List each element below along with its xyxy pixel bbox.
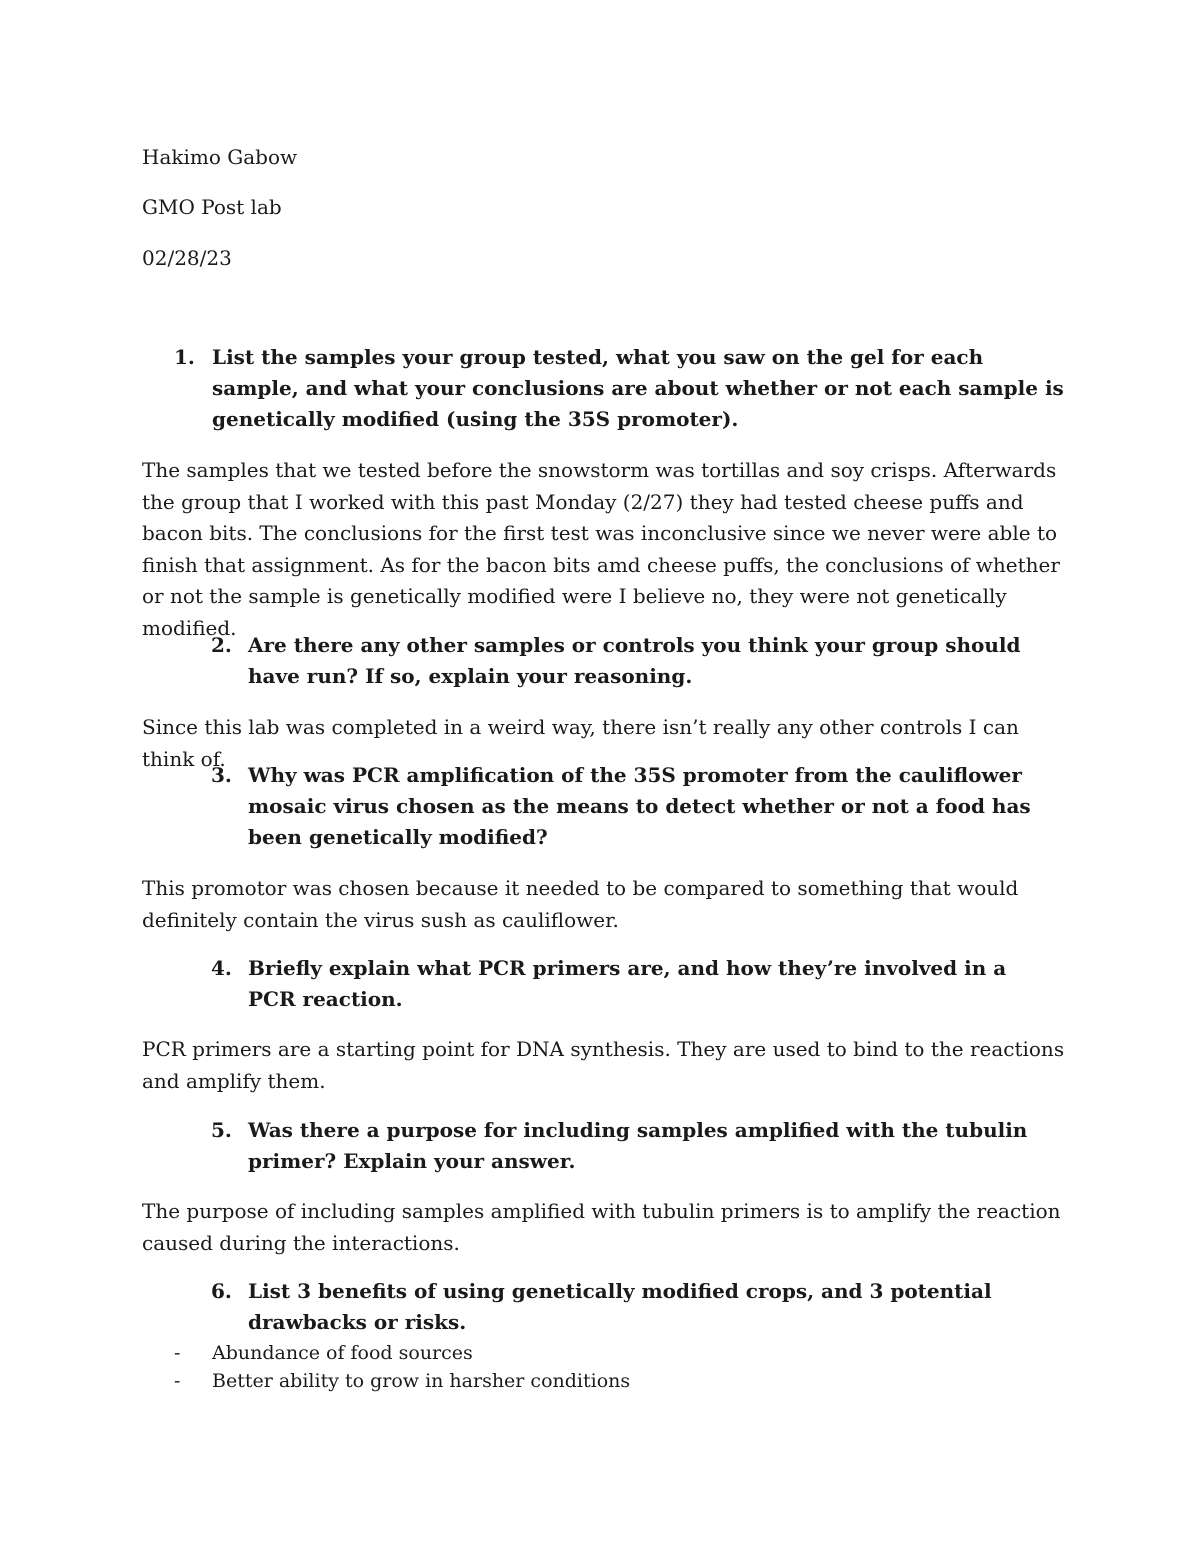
- question-4: [211, 953, 1041, 1015]
- question-3: [211, 760, 1061, 853]
- answer-5: The purpose of including samples amplified with tubulin primers is to amplify the reaction caused during the interactions.: [142, 1199, 1061, 1255]
- bullet-dash: -: [174, 1342, 181, 1364]
- bullet-dash: -: [174, 1370, 181, 1392]
- question-number: 1.: [174, 345, 195, 369]
- question-text: List 3 benefits of using genetically modified crops, and 3 potential drawbacks or risks.: [248, 1279, 992, 1334]
- document-title: GMO Post lab: [142, 195, 282, 219]
- question-5: [211, 1115, 1071, 1177]
- list-item-text: Abundance of food sources: [212, 1342, 473, 1364]
- question-1: [174, 342, 1064, 435]
- answer-4: PCR primers are a starting point for DNA synthesis. They are used to bind to the reactions and amplify them.: [142, 1037, 1065, 1093]
- question-number: 3.: [211, 763, 232, 787]
- answer-1: The samples that we tested before the snowstorm was tortillas and soy crisps. Afterwards the group that I worked with this past Monday (2/27) they had tested cheese puffs and bacon bits. The conclusions for the first test was inconclusive since we never were able to finish that assignment. As for the bacon bits amd cheese puffs, the conclusions of whether or not the sample is genetically modified were I believe no, they were not genetically modified.: [142, 458, 1060, 640]
- question-text: Briefly explain what PCR primers are, and how they’re involved in a PCR reaction.: [248, 956, 1007, 1011]
- question-6: [211, 1276, 1071, 1338]
- answer-2: Since this lab was completed in a weird way, there isn’t really any other controls I can think of.: [142, 715, 1019, 771]
- question-text: Why was PCR amplification of the 35S promoter from the cauliflower mosaic virus chosen as the means to detect whether or not a food has been genetically modified?: [248, 763, 1031, 849]
- author-name: Hakimo Gabow: [142, 145, 298, 169]
- question-text: Are there any other samples or controls you think your group should have run? If so, explain your reasoning.: [248, 633, 1021, 688]
- question-2: [211, 630, 1071, 692]
- question-number: 5.: [211, 1118, 232, 1142]
- question-text: List the samples your group tested, what you saw on the gel for each sample, and what your conclusions are about whether or not each sample is genetically modified (using the 35S promoter).: [212, 345, 1064, 431]
- question-number: 2.: [211, 633, 232, 657]
- question-number: 6.: [211, 1279, 232, 1303]
- list-item-text: Better ability to grow in harsher conditions: [212, 1370, 631, 1392]
- answer-3: This promotor was chosen because it needed to be compared to something that would definitely contain the virus sush as cauliflower.: [142, 876, 1019, 932]
- question-number: 4.: [211, 956, 232, 980]
- document-date: 02/28/23: [142, 246, 232, 270]
- question-text: Was there a purpose for including samples amplified with the tubulin primer? Explain your answer.: [248, 1118, 1028, 1173]
